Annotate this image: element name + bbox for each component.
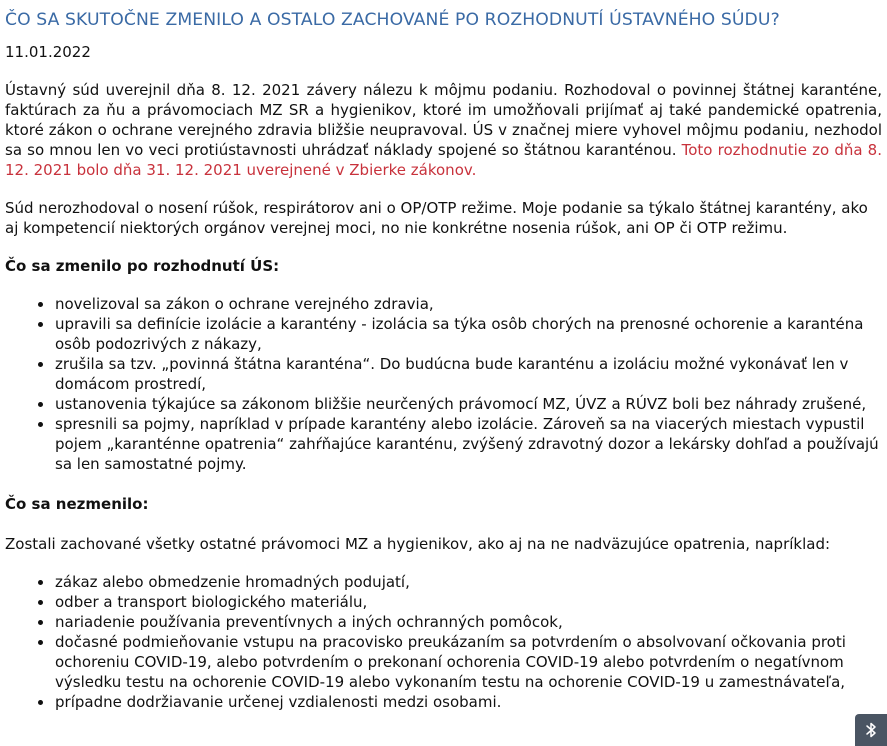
intro-text: Ústavný súd uverejnil dňa 8. 12. 2021 závery nálezu k môjmu podaniu. Rozhodoval o povinnej štátnej karanténe, faktúrach za ňu a právomociach MZ SR a hygienikov, ktoré im umožňovali prijímať aj také pandemické opatrenia, ktoré zákon o ochrane verejného zdravia bližšie neupravoval. ÚS v značnej miere vyhovel môjmu podaniu, nezhodol sa so mnou len vo veci protiústavnosti uhrádzať náklady spojené so štátnou karanténou. [5, 81, 882, 159]
list-item: • ustanovenia týkajúce sa zákonom bližšie neurčených právomocí MZ, ÚVZ a RÚVZ boli bez náhrady zrušené, [54, 394, 882, 414]
list-item: • upravili sa definície izolácie a karantény - izolácia sa týka osôb chorých na prenosné ochorenie a karanténa osôb podozrivých z nákazy, [54, 314, 882, 354]
intro-highlight: Toto rozhodnutie zo dňa 8. 12. 2021 bolo dňa 31. 12. 2021 uverejnené v Zbierke zákonov. [5, 141, 882, 179]
article-title: ČO SA SKUTOČNE ZMENILO A OSTALO ZACHOVANÉ PO ROZHODNUTÍ ÚSTAVNÉHO SÚDU? [5, 10, 780, 30]
list-item: • zákaz alebo obmedzenie hromadných podujatí, [54, 572, 882, 592]
list-item: • odber a transport biologického materiálu, [54, 592, 882, 612]
bluetooth-button[interactable] [855, 714, 887, 746]
intro-paragraph [5, 80, 882, 180]
list-item: • dočasné podmieňovanie vstupu na pracovisko preukázaním sa potvrdením o absolvovaní očkovania proti ochoreniu COVID-19, alebo potvrdením o prekonaní ochorenia COVID-19 alebo potvrdením o negatívnom výsledku testu na ochorenie COVID-19 alebo vykonaním testu na ochorenie COVID-19 u zamestnávateľa, [54, 632, 882, 692]
unchanged-intro: Zostali zachované všetky ostatné právomoci MZ a hygienikov, ako aj na ne nadväzujúce opatrenia, napríklad: [5, 535, 831, 553]
changed-list [5, 294, 882, 474]
bluetooth-icon [864, 721, 878, 739]
list-item: • nariadenie používania preventívnych a iných ochranných pomôcok, [54, 612, 882, 632]
unchanged-list [5, 572, 882, 712]
changed-heading: Čo sa zmenilo po rozhodnutí ÚS: [5, 257, 280, 275]
unchanged-heading: Čo sa nezmenilo: [5, 495, 149, 513]
list-item: • prípadne dodržiavanie určenej vzdialenosti medzi osobami. [54, 692, 882, 712]
list-item: • novelizoval sa zákon o ochrane verejného zdravia, [54, 294, 882, 314]
article-date: 11.01.2022 [5, 43, 91, 61]
list-item: • spresnili sa pojmy, napríklad v prípade karantény alebo izolácie. Zároveň sa na viacerých miestach vypustil pojem „karanténne opatrenia“ zahŕňajúce karanténu, zvýšený zdravotný dozor a lekársky dohľad a používajú sa len samostatné pojmy. [54, 414, 882, 474]
paragraph-scope: Súd nerozhodoval o nosení rúšok, respirátorov ani o OP/OTP režime. Moje podanie sa týkalo štátnej karantény, ako aj kompetencií niektorých orgánov verejnej moci, no nie konkrétne nosenia rúšok, ani OP či OTP režimu. [5, 199, 868, 237]
list-item: • zrušila sa tzv. „povinná štátna karanténa“. Do budúcna bude karanténu a izoláciu možné vykonávať len v domácom prostredí, [54, 354, 882, 394]
